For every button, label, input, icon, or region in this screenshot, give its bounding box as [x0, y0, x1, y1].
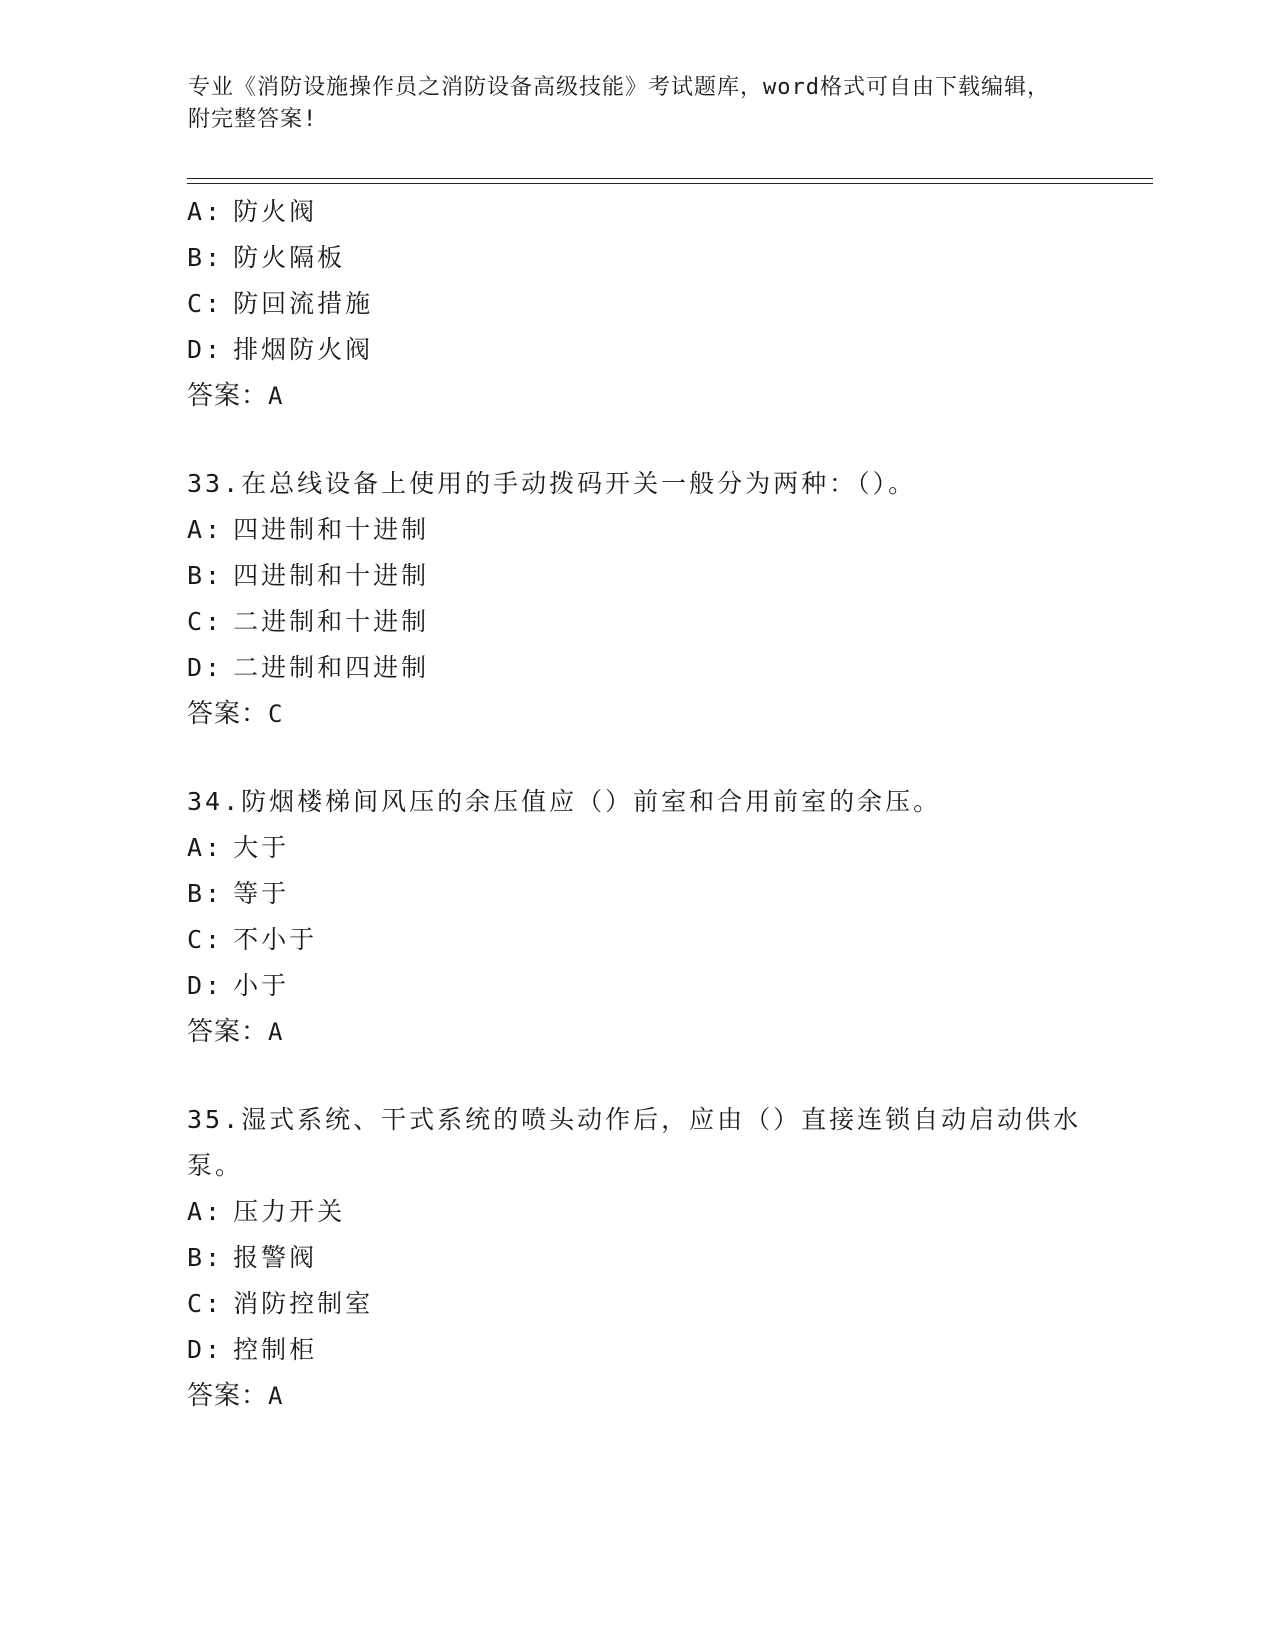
- option-c: C: 消防控制室: [187, 1289, 374, 1318]
- answer-line: 答案：A: [187, 1017, 284, 1047]
- header-divider-top: [187, 178, 1153, 179]
- option-c: C: 二进制和十进制: [187, 607, 430, 636]
- question-block-33: [187, 461, 1087, 737]
- question-text: 34.防烟楼梯间风压的余压值应（）前室和合用前室的余压。: [187, 787, 942, 816]
- question-list: [187, 189, 1087, 1419]
- question-text: 35.湿式系统、干式系统的喷头动作后，应由（）直接连锁自动启动供水泵。: [187, 1105, 1082, 1180]
- answer-line: 答案：C: [187, 699, 284, 729]
- question-block-35: [187, 1097, 1087, 1419]
- option-a: A: 压力开关: [187, 1197, 346, 1226]
- option-a: A: 防火阀: [187, 197, 318, 226]
- question-text: 33.在总线设备上使用的手动拨码开关一般分为两种：（）。: [187, 469, 917, 498]
- option-b: B: 报警阀: [187, 1243, 318, 1272]
- option-a: A: 大于: [187, 833, 290, 862]
- option-c: C: 不小于: [187, 925, 318, 954]
- answer-value: A: [268, 382, 284, 410]
- option-d: D: 二进制和四进制: [187, 653, 430, 682]
- answer-value: A: [268, 1382, 284, 1410]
- answer-line: 答案：A: [187, 381, 284, 411]
- option-b: B: 等于: [187, 879, 290, 908]
- question-block-continued: [187, 189, 1087, 419]
- question-block-34: [187, 779, 1087, 1055]
- answer-value: A: [268, 1018, 284, 1046]
- option-a: A: 四进制和十进制: [187, 515, 430, 544]
- header-divider-bottom: [187, 183, 1153, 184]
- option-d: D: 排烟防火阀: [187, 335, 374, 364]
- answer-line: 答案：A: [187, 1381, 284, 1411]
- option-d: D: 控制柜: [187, 1335, 318, 1364]
- option-c: C: 防回流措施: [187, 289, 374, 318]
- option-d: D: 小于: [187, 971, 290, 1000]
- option-b: B: 防火隔板: [187, 243, 346, 272]
- document-header: 专业《消防设施操作员之消防设备高级技能》考试题库，word格式可自由下载编辑，附完整答案!: [188, 75, 1050, 132]
- answer-value: C: [268, 700, 284, 728]
- option-b: B: 四进制和十进制: [187, 561, 430, 590]
